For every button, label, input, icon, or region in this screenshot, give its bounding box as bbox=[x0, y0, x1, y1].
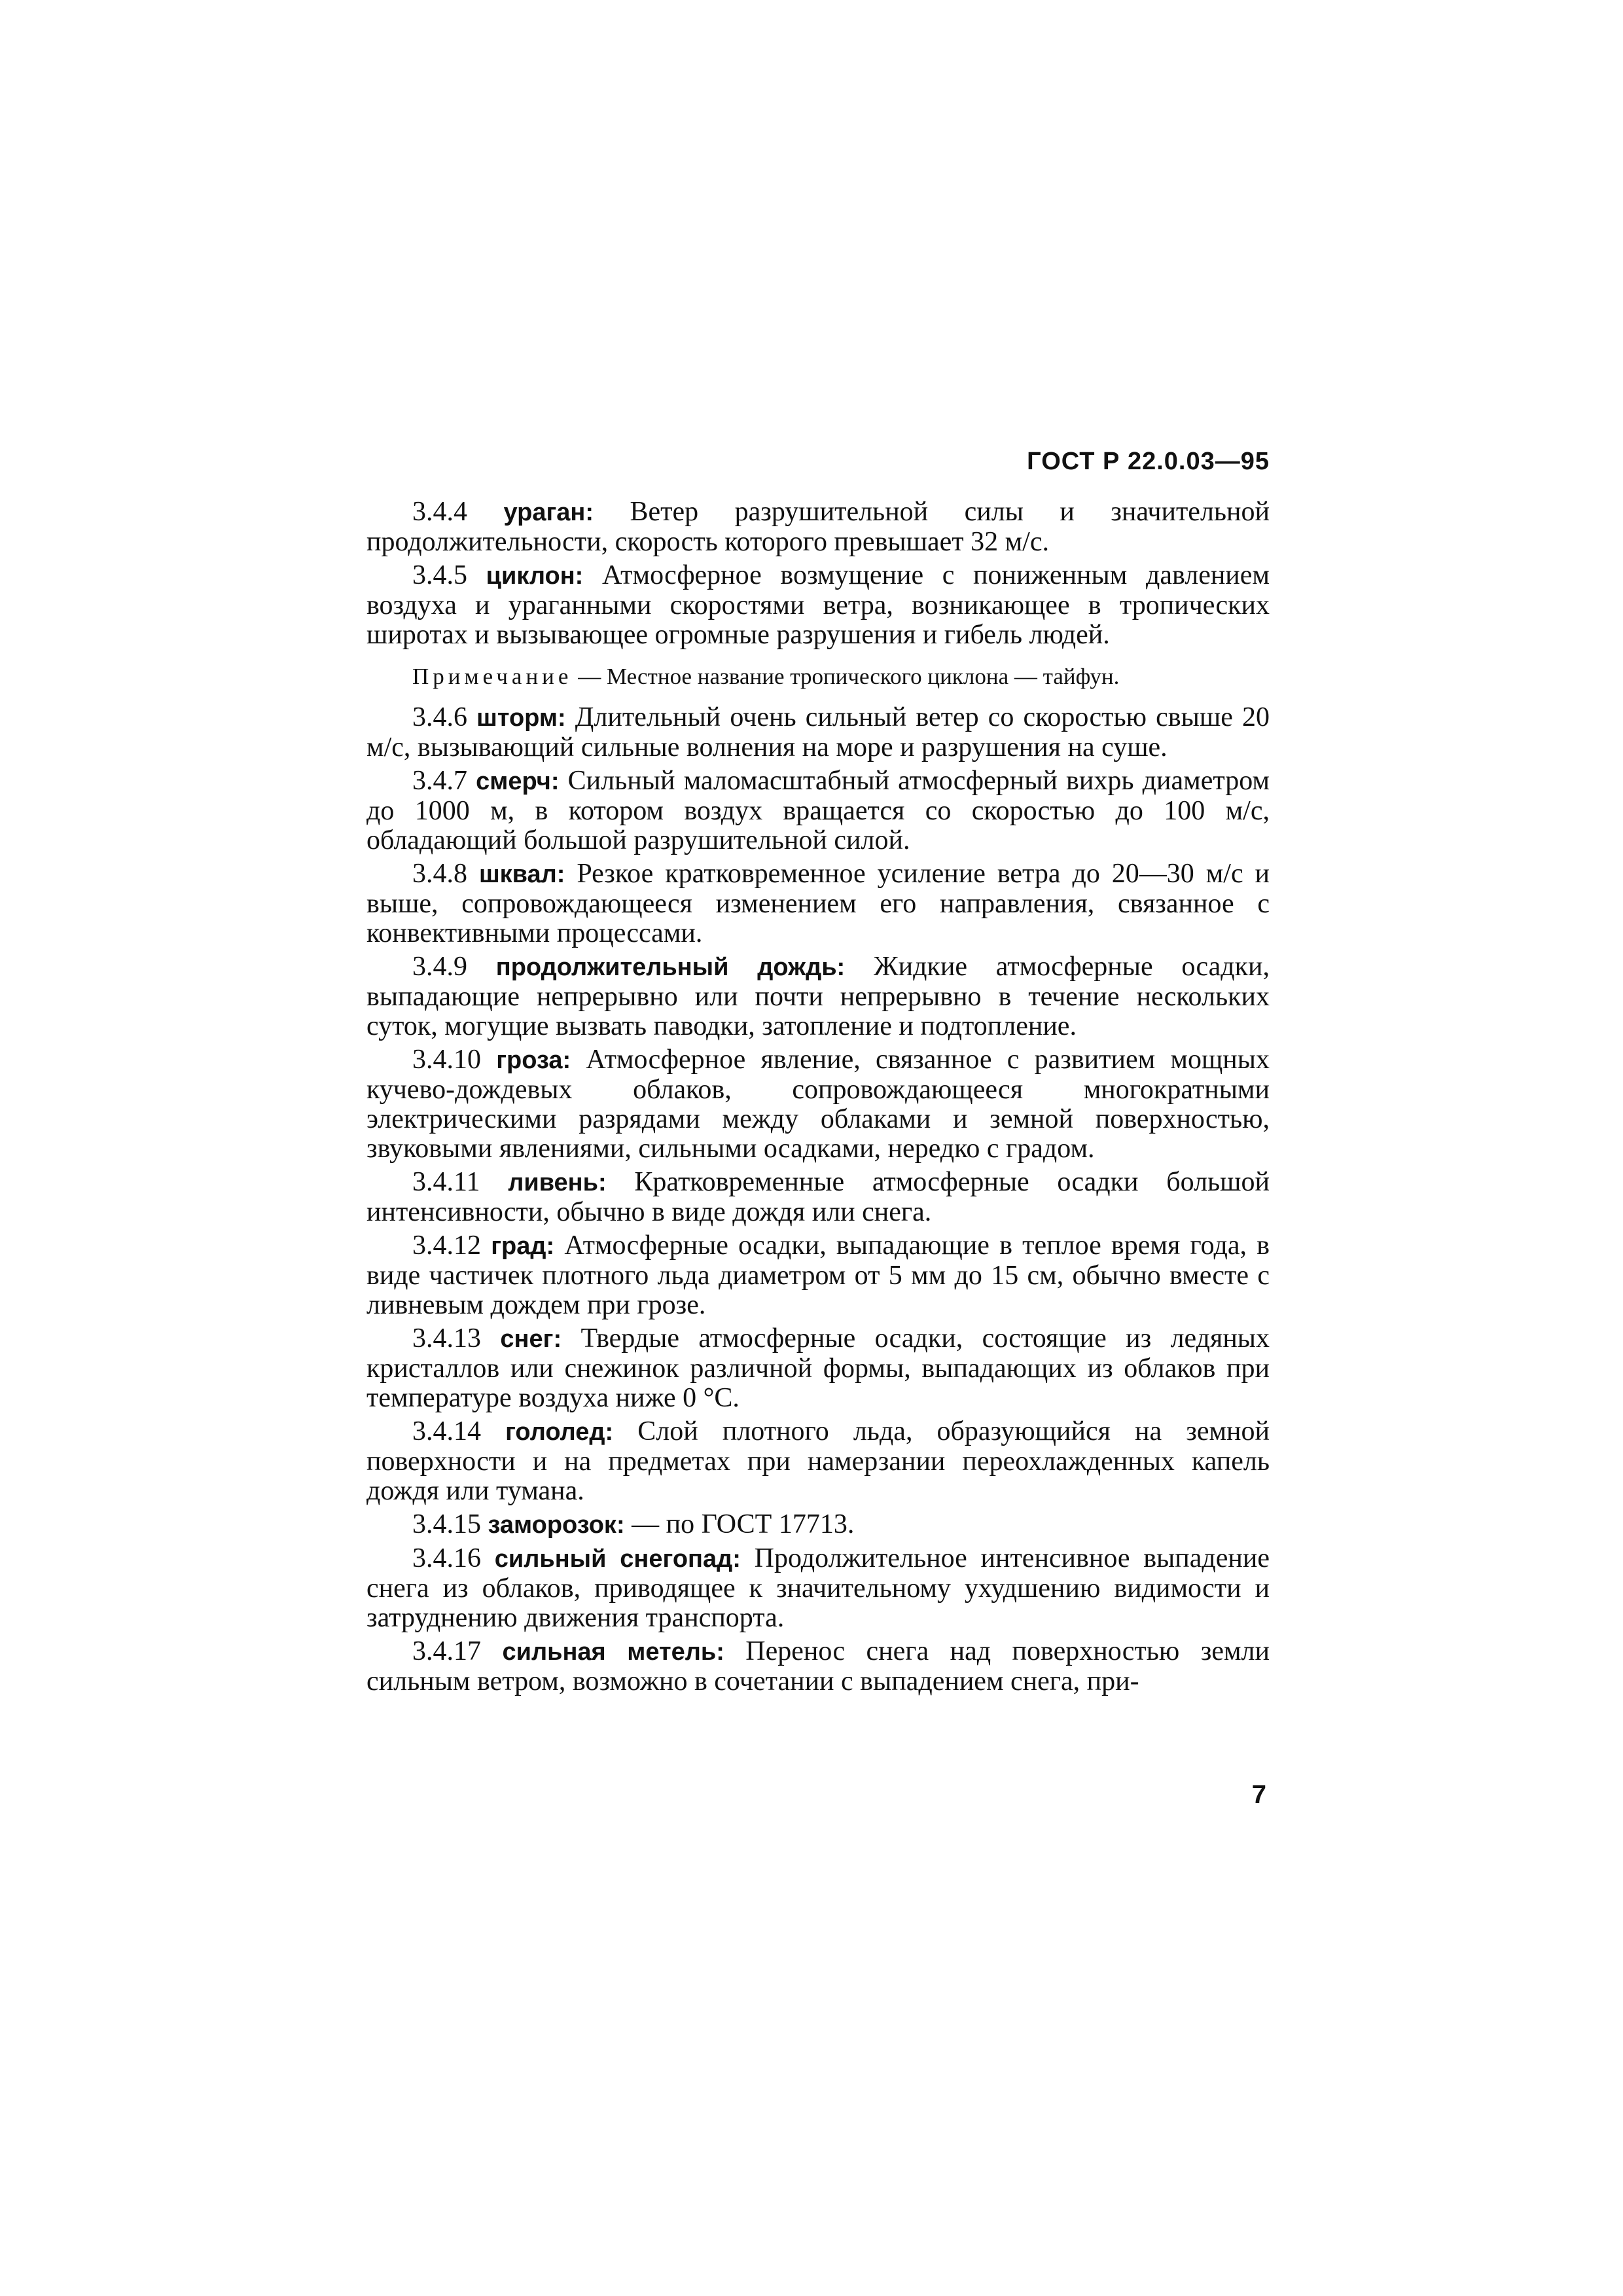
definition-entry-3-4-5 bbox=[366, 561, 1270, 650]
definition-entry-3-4-10 bbox=[366, 1045, 1270, 1164]
entry-term: ливень: bbox=[508, 1169, 607, 1196]
entry-number: 3.4.4 bbox=[412, 497, 467, 527]
definition-entry-3-4-4 bbox=[366, 497, 1270, 557]
entry-definition: Атмосферные осадки, выпадающие в теплое время года, в виде частичек плотного льда диаметром от 5 мм до 15 см, обычно вместе с ливневым дождем при грозе. bbox=[366, 1230, 1270, 1320]
entry-term: снег: bbox=[500, 1325, 562, 1353]
note-label: Примечание bbox=[412, 664, 573, 689]
entry-number: 3.4.6 bbox=[412, 702, 467, 732]
entry-term: град: bbox=[491, 1232, 555, 1260]
entry-definition: Кратковременные атмосферные осадки большой интенсивности, обычно в виде дождя или снега. bbox=[366, 1167, 1270, 1227]
entry-term: сильная метель: bbox=[502, 1638, 724, 1666]
entry-number: 3.4.15 bbox=[412, 1509, 481, 1539]
entry-number: 3.4.12 bbox=[412, 1230, 481, 1261]
entry-number: 3.4.5 bbox=[412, 560, 467, 590]
definition-entry-3-4-16 bbox=[366, 1544, 1270, 1633]
standard-header: ГОСТ Р 22.0.03—95 bbox=[1027, 448, 1270, 475]
entry-number: 3.4.17 bbox=[412, 1636, 481, 1666]
entry-definition: Сильный маломасштабный атмосферный вихрь диаметром до 1000 м, в котором воздух вращается со скоростью до 100 м/с, обладающий большой разрушительной силой. bbox=[366, 766, 1270, 855]
entry-term: гололед: bbox=[505, 1418, 614, 1446]
entry-number: 3.4.14 bbox=[412, 1416, 481, 1446]
page-number: 7 bbox=[1251, 1780, 1266, 1809]
entry-definition: Жидкие атмосферные осадки, выпадающие непрерывно или почти непрерывно в течение нескольких суток, могущие вызвать паводки, затопление и подтопление. bbox=[366, 952, 1270, 1041]
entry-definition: Продолжительное интенсивное выпадение снега из облаков, приводящее к значительному ухудшению видимости и затруднению движения транспорта. bbox=[366, 1543, 1270, 1633]
definition-entry-3-4-8 bbox=[366, 859, 1270, 948]
entry-number: 3.4.13 bbox=[412, 1323, 481, 1354]
definition-entry-3-4-7 bbox=[366, 766, 1270, 855]
entry-definition: Атмосферное возмущение с пониженным давлением воздуха и ураганными скоростями ветра, возникающее в тропических широтах и вызывающее огромные разрушения и гибель людей. bbox=[366, 560, 1270, 650]
entry-number: 3.4.16 bbox=[412, 1543, 481, 1573]
definition-entry-3-4-14 bbox=[366, 1417, 1270, 1506]
entry-term: шторм: bbox=[476, 704, 566, 732]
entry-term: заморозок: bbox=[488, 1511, 625, 1539]
entry-term: циклон: bbox=[486, 562, 584, 590]
entry-number: 3.4.11 bbox=[412, 1167, 480, 1197]
entry-definition: Ветер разрушительной силы и значительной продолжительности, скорость которого превышает 32 м/с. bbox=[366, 497, 1270, 557]
entry-term: сильный снегопад: bbox=[494, 1545, 741, 1573]
entry-definition: Перенос снега над поверхностью земли сильным ветром, возможно в сочетании с выпадением снега, при- bbox=[366, 1636, 1270, 1696]
entry-term: продолжительный дождь: bbox=[495, 954, 846, 981]
note-text: — Местное название тропического циклона — тайфун. bbox=[572, 664, 1120, 689]
entry-term: ураган: bbox=[503, 499, 594, 526]
entry-definition: Резкое кратковременное усиление ветра до 20—30 м/с и выше, сопровождающееся изменением его направления, связанное с конвективными процессами. bbox=[366, 859, 1270, 948]
entry-definition: Атмосферное явление, связанное с развитием мощных кучево-дождевых облаков, сопровождающееся многократными электрическими разрядами между облаками и земной поверхностью, звуковыми явлениями, сильными осадками, нередко с градом. bbox=[366, 1045, 1270, 1164]
entry-term: смерч: bbox=[476, 768, 560, 795]
entry-number: 3.4.10 bbox=[412, 1045, 481, 1075]
definition-entry-3-4-13 bbox=[366, 1324, 1270, 1413]
definition-entry-3-4-9 bbox=[366, 952, 1270, 1041]
definition-entry-3-4-17 bbox=[366, 1637, 1270, 1696]
entry-term: гроза: bbox=[496, 1047, 571, 1074]
entry-term: шквал: bbox=[478, 861, 565, 888]
page-body bbox=[366, 497, 1270, 1700]
note-block bbox=[366, 662, 1270, 691]
entry-definition: Твердые атмосферные осадки, состоящие из ледяных кристаллов или снежинок различной формы, выпадающих из облаков при температуре воздуха ниже 0 °С. bbox=[366, 1323, 1270, 1413]
entry-definition: Слой плотного льда, образующийся на земной поверхности и на предметах при намерзании переохлажденных капель дождя или тумана. bbox=[366, 1416, 1270, 1506]
definition-entry-3-4-6 bbox=[366, 703, 1270, 762]
definition-entry-3-4-12 bbox=[366, 1231, 1270, 1320]
definition-entry-3-4-15 bbox=[366, 1510, 1270, 1540]
entry-definition: — по ГОСТ 17713. bbox=[624, 1509, 855, 1539]
entry-definition: Длительный очень сильный ветер со скоростью свыше 20 м/с, вызывающий сильные волнения на море и разрушения на суше. bbox=[366, 702, 1270, 762]
entry-number: 3.4.7 bbox=[412, 766, 467, 796]
definition-entry-3-4-11 bbox=[366, 1168, 1270, 1227]
entry-number: 3.4.9 bbox=[412, 952, 467, 982]
entry-number: 3.4.8 bbox=[412, 859, 467, 889]
